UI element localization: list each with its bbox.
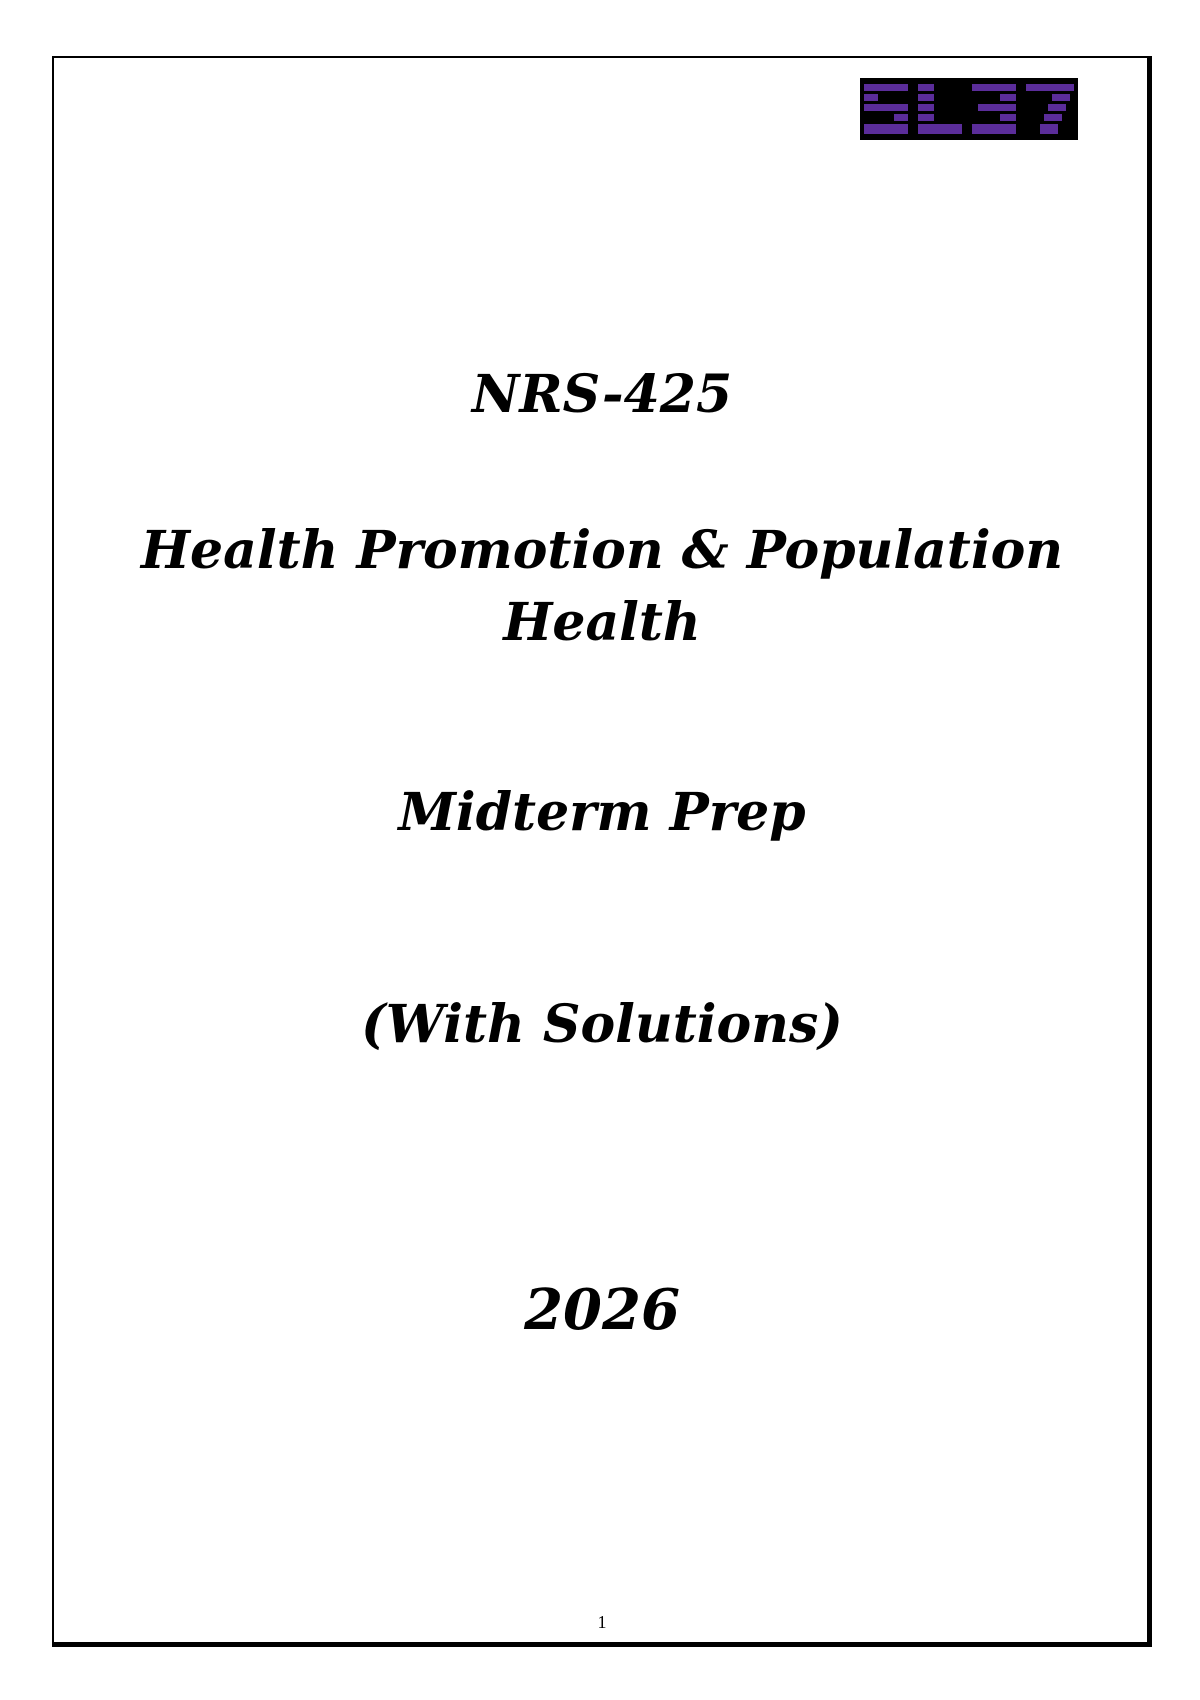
exam-type: Midterm Prep [398,782,806,843]
brand-logo-icon [860,78,1078,140]
course-name [52,515,1152,659]
course-name-line-1: Health Promotion & Population [140,520,1064,581]
course-name-line-2: Health [503,592,701,653]
solutions-note: (With Solutions) [361,994,843,1055]
page-number: 1 [597,1612,607,1632]
course-code: NRS-425 [471,364,733,425]
page-border [52,56,1152,1647]
year: 2026 [524,1277,680,1343]
